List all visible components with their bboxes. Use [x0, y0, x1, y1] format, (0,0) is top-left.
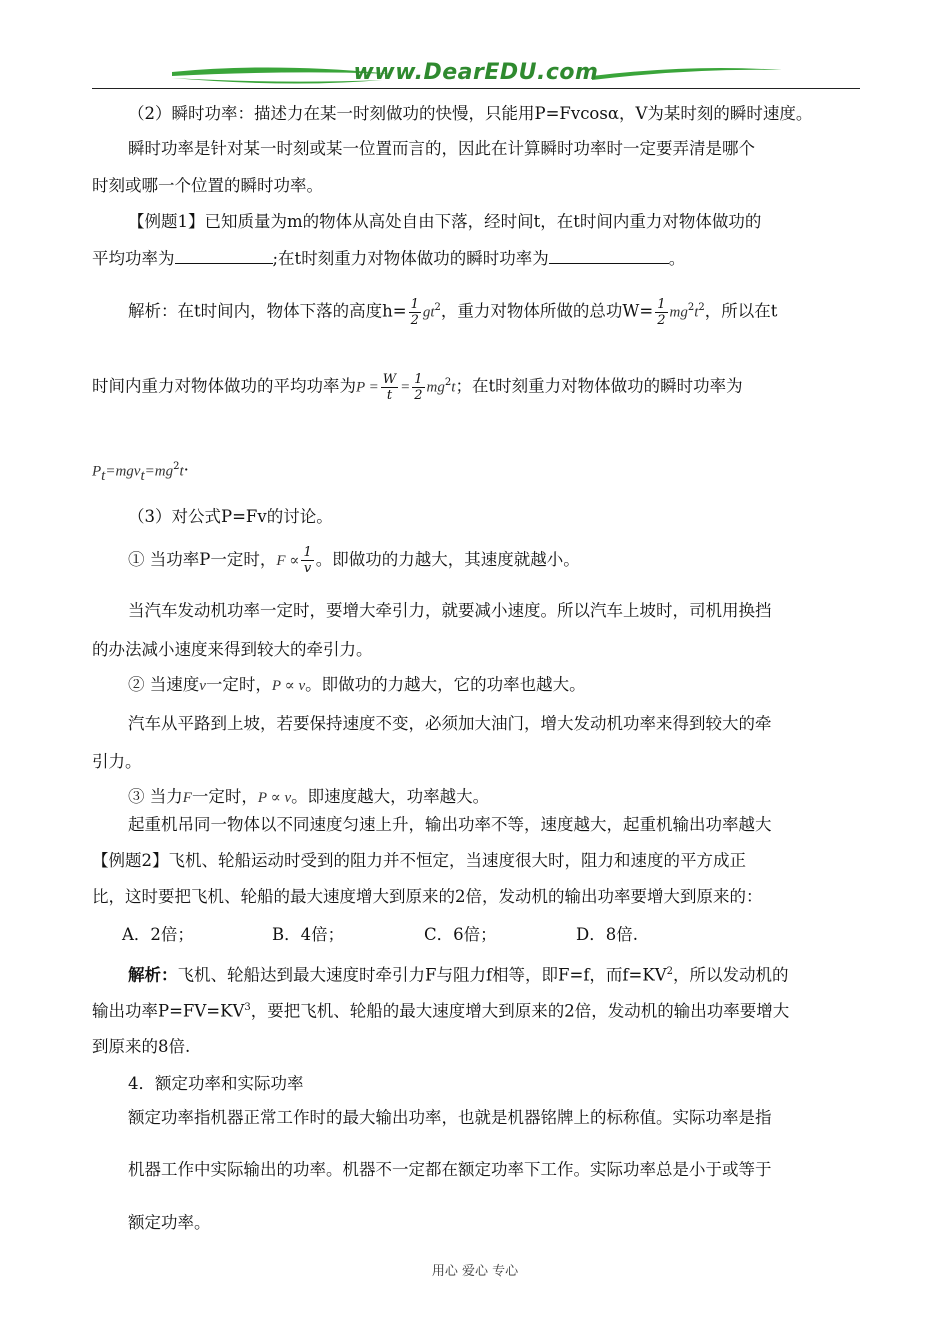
- case2-line: [128, 673, 586, 698]
- text-span: 一定时，: [205, 675, 272, 694]
- subscript: t: [140, 467, 145, 484]
- math: P: [92, 463, 102, 480]
- text-line: 瞬时功率是针对某一时刻或某一位置而言的，因此在计算瞬时功率时一定要弄清是哪个: [128, 139, 755, 158]
- exponent: 2: [666, 966, 673, 977]
- frac-den: v: [303, 561, 312, 576]
- math: v: [199, 678, 206, 694]
- answer-blank-1: [175, 247, 273, 264]
- math: gt: [422, 304, 435, 321]
- math: P =: [356, 379, 379, 396]
- text-span: 一定时，: [191, 787, 258, 806]
- math: =: [400, 379, 411, 396]
- math: t: [451, 379, 456, 396]
- text-span: 解析：在t时间内，物体下落的高度h=: [128, 301, 407, 321]
- exponent: 2: [173, 461, 180, 472]
- exponent: 2: [698, 302, 705, 313]
- page-footer: 用心 爱心 专心: [431, 1264, 519, 1279]
- frac-den: t: [386, 387, 393, 403]
- option-a: A．2倍；: [122, 925, 194, 944]
- solution1-line1: [128, 292, 777, 329]
- text-span: ，重力对物体所做的总功W=: [440, 301, 654, 321]
- math: P ∝ v: [271, 678, 306, 694]
- frac-num: 1: [414, 371, 423, 387]
- header-rule: [92, 88, 860, 89]
- text-line: 机器工作中实际输出的功率。机器不一定都在额定功率下工作。实际功率总是小于或等于: [128, 1160, 772, 1179]
- text-span: 。即做功的力越大，它的功率也越大。: [305, 675, 586, 694]
- math: F: [182, 790, 192, 806]
- text-span: ③ 当力: [128, 787, 183, 806]
- frac-den: 2: [410, 312, 419, 328]
- text-line: 起重机吊同一物体以不同速度匀速上升，输出功率不等，速度越大，起重机输出功率越大: [128, 815, 772, 834]
- text-line: 当汽车发动机功率一定时，要增大牵引力，就要减小速度。所以汽车上坡时，司机用换挡: [128, 601, 772, 620]
- exponent: 2: [687, 302, 695, 313]
- text-line: （3）对公式P=Fv的讨论。: [128, 507, 333, 526]
- math: t: [694, 304, 699, 321]
- solution2-line2: [92, 996, 789, 1024]
- option-b: B．4倍；: [272, 925, 345, 944]
- section-heading: 4．额定功率和实际功率: [128, 1074, 304, 1093]
- text-span: ② 当速度: [128, 675, 200, 694]
- text-span: ·: [183, 460, 189, 480]
- fraction-w-over-t: [381, 372, 398, 403]
- text-span: 时间内重力对物体做功的平均功率为: [92, 376, 356, 396]
- solution-label: 解析：: [128, 965, 178, 985]
- text-span: ，所以在t: [704, 301, 778, 321]
- math: mg: [426, 379, 445, 396]
- text-span: ，所以发动机的: [673, 965, 789, 985]
- text-span: ，要把飞机、轮船的最大速度增大到原来的2倍，发动机的输出功率要增大: [250, 1001, 790, 1021]
- frac-den: 2: [657, 312, 666, 328]
- solution1-line3: [92, 455, 189, 488]
- math: mg: [669, 304, 688, 321]
- text-line: 汽车从平路到上坡，若要保持速度不变，必须加大油门，增大发动机功率来得到较大的牵: [128, 714, 772, 733]
- answer-blank-2: [549, 247, 669, 264]
- text-span: 。即速度越大，功率越大。: [291, 787, 490, 806]
- math: t: [179, 463, 184, 480]
- text-span: 平均功率为: [92, 249, 175, 268]
- text-line: 【例题2】飞机、轮船运动时受到的阻力并不恒定，当速度很大时，阻力和速度的平方成正: [92, 851, 746, 870]
- exponent: 2: [434, 302, 441, 313]
- exponent: 3: [244, 1002, 251, 1013]
- fraction-half: [412, 372, 424, 403]
- text-span: ;在t时刻重力对物体做功的瞬时功率为: [272, 249, 549, 268]
- frac-num: W: [382, 371, 397, 387]
- subscript: t: [101, 467, 106, 484]
- fraction-half: [655, 297, 667, 328]
- text-line: 的办法减小速度来得到较大的牵引力。: [92, 640, 373, 659]
- fraction-1-over-v: [301, 545, 313, 576]
- frac-num: 1: [657, 296, 666, 312]
- text-span: ；在t时刻重力对物体做功的瞬时功率为: [455, 376, 743, 396]
- exponent: 2: [444, 377, 452, 388]
- text-line: 比，这时要把飞机、轮船的最大速度增大到原来的2倍，发动机的输出功率要增大到原来的：: [92, 887, 763, 906]
- frac-den: 2: [414, 387, 423, 403]
- case1-line: [128, 544, 580, 577]
- option-d: D．8倍.: [576, 925, 638, 944]
- frac-num: 1: [303, 545, 312, 560]
- math: =mg: [144, 463, 174, 480]
- solution2-line1: [128, 960, 789, 988]
- text-line: 额定功率指机器正常工作时的最大输出功率，也就是机器铭牌上的标称值。实际功率是指: [128, 1108, 772, 1127]
- text-line: 额定功率。: [128, 1213, 211, 1232]
- text-line: 到原来的8倍.: [92, 1037, 191, 1056]
- text-span: 。即做功的力越大，其速度就越小。: [315, 550, 580, 569]
- solution1-line2: [92, 366, 743, 405]
- frac-num: 1: [410, 296, 419, 312]
- example1-question: [92, 247, 685, 271]
- text-span: 飞机、轮船达到最大速度时牵引力F与阻力f相等，即F=f，而f=KV: [177, 965, 667, 985]
- text-span: ① 当功率P一定时，: [128, 550, 277, 569]
- text-line: 引力。: [92, 752, 142, 771]
- fraction-half: [409, 297, 421, 328]
- text-span: 输出功率P=FV=KV: [92, 1001, 245, 1021]
- math: =mgv: [105, 463, 141, 480]
- site-logo-text: www.DearEDU.com: [353, 60, 599, 85]
- text-span: 。: [668, 249, 686, 268]
- case3-line: [128, 785, 489, 810]
- option-c: C．6倍；: [424, 925, 497, 944]
- math: P ∝ v: [257, 790, 292, 806]
- text-line: （2）瞬时功率：描述力在某一时刻做功的快慢，只能用P=Fvcosα，V为某时刻的瞬时速度。: [128, 104, 813, 123]
- text-line: 【例题1】已知质量为m的物体从高处自由下落，经时间t，在t时间内重力对物体做功的: [128, 212, 762, 231]
- text-line: 时刻或哪一个位置的瞬时功率。: [92, 176, 323, 195]
- math: F ∝: [276, 553, 300, 569]
